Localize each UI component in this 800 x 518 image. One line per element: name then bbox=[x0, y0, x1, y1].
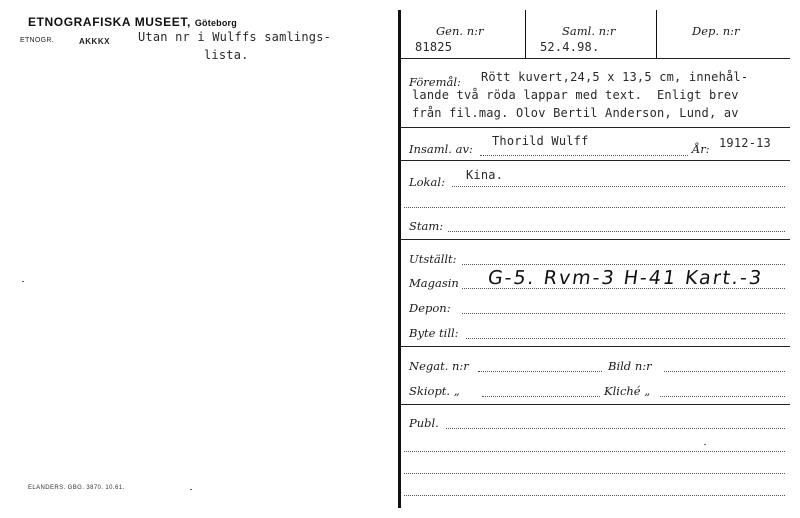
stam-dotline bbox=[448, 231, 785, 232]
stam-label: Stam: bbox=[409, 219, 444, 233]
negat-nr-label: Negat. n:r bbox=[409, 359, 469, 373]
byte-till-dotline bbox=[466, 338, 785, 339]
magasin-dotline bbox=[462, 288, 785, 289]
foremal-label: Föremål: bbox=[409, 75, 461, 89]
bild-dotline bbox=[664, 371, 785, 372]
ar-label: År: bbox=[692, 142, 710, 156]
scan-speck bbox=[22, 281, 24, 282]
publ-dotline-3 bbox=[404, 473, 785, 474]
note-line-1: Utan nr i Wulffs samlings- bbox=[138, 30, 332, 44]
rule-stam bbox=[400, 239, 790, 240]
lokal-value: Kina. bbox=[466, 168, 504, 182]
negat-dotline bbox=[478, 371, 602, 372]
ar-value: 1912-13 bbox=[719, 136, 771, 150]
rule-header bbox=[400, 58, 790, 59]
skiopt-dotline bbox=[482, 396, 600, 397]
kliche-label: Kliché „ bbox=[604, 384, 651, 398]
gen-nr-value: 81825 bbox=[415, 40, 453, 54]
skiopt-label: Skiopt. „ bbox=[409, 384, 460, 398]
rule-skiopt bbox=[400, 404, 790, 405]
insaml-value: Thorild Wulff bbox=[492, 134, 589, 148]
depon-dotline bbox=[462, 313, 785, 314]
scan-speck bbox=[704, 444, 706, 445]
gen-nr-label: Gen. n:r bbox=[436, 24, 484, 38]
publ-dotline-4 bbox=[404, 495, 785, 496]
printer-imprint: ELANDERS. GBG. 3870. 10.61. bbox=[28, 485, 125, 491]
lokal-dotline bbox=[452, 186, 785, 187]
byte-till-label: Byte till: bbox=[409, 326, 459, 340]
rule-foremal bbox=[400, 127, 790, 128]
rule-byte bbox=[400, 346, 790, 347]
lokal-dotline-2 bbox=[404, 207, 785, 208]
magasin-label: Magasin bbox=[409, 276, 459, 290]
publ-label: Publ. bbox=[409, 416, 439, 430]
utstallt-label: Utställt: bbox=[409, 252, 457, 266]
header-divider-2 bbox=[656, 10, 657, 58]
utstallt-dotline bbox=[462, 264, 785, 265]
saml-nr-value: 52.4.98. bbox=[540, 40, 600, 54]
insaml-label: Insaml. av: bbox=[409, 142, 473, 156]
foremal-line-3: från fil.mag. Olov Bertil Anderson, Lund, av bbox=[412, 106, 739, 120]
note-line-2: lista. bbox=[204, 48, 249, 62]
saml-nr-label: Saml. n:r bbox=[562, 24, 616, 38]
museum-title: ETNOGRAFISKA MUSEET, bbox=[28, 15, 191, 29]
scan-speck bbox=[190, 489, 192, 490]
dep-nr-label: Dep. n:r bbox=[692, 24, 740, 38]
form-left-border bbox=[398, 10, 401, 508]
museum-name bbox=[28, 15, 237, 29]
etnogr-label: ETNOGR. bbox=[20, 37, 54, 44]
rule-insaml bbox=[400, 160, 790, 161]
header-divider-1 bbox=[525, 10, 526, 58]
depon-label: Depon: bbox=[409, 301, 451, 315]
kliche-dotline bbox=[660, 396, 785, 397]
museum-city: Göteborg bbox=[194, 18, 237, 28]
crossed-code: AKKKX bbox=[79, 37, 110, 46]
bild-nr-label: Bild n:r bbox=[608, 359, 652, 373]
foremal-line-2: lande två röda lappar med text. Enligt brev bbox=[412, 88, 739, 102]
publ-dotline bbox=[446, 428, 785, 429]
insaml-dotline bbox=[480, 155, 688, 156]
magasin-handwritten-value: G-5. Rvm-3 H-41 Kart.-3 bbox=[486, 267, 765, 289]
lokal-label: Lokal: bbox=[409, 175, 445, 189]
foremal-line-1: Rött kuvert,24,5 x 13,5 cm, innehål- bbox=[481, 70, 749, 84]
publ-dotline-2 bbox=[404, 451, 785, 452]
